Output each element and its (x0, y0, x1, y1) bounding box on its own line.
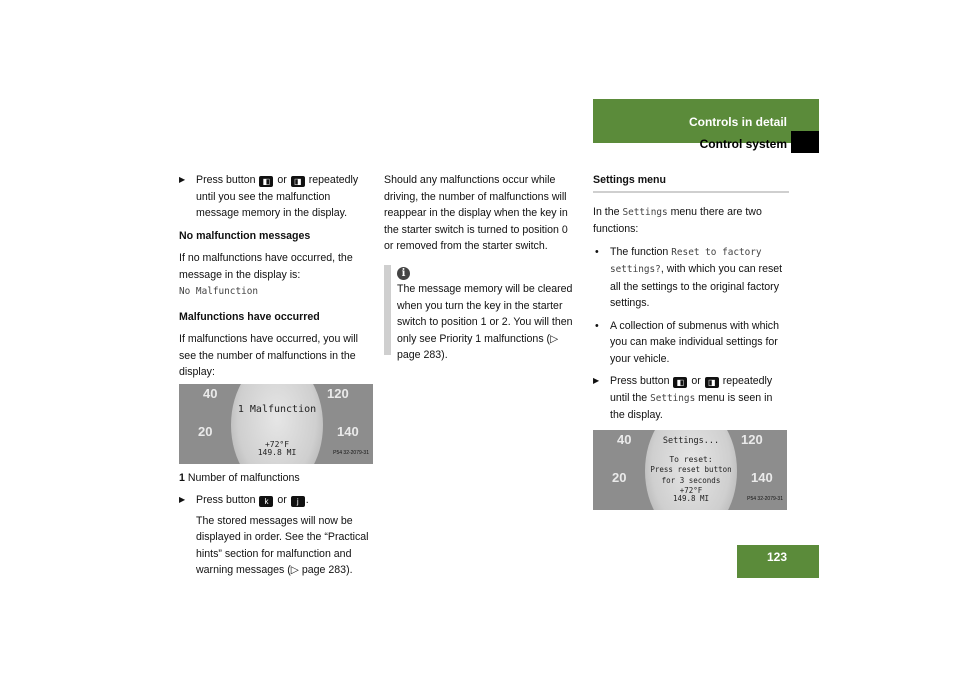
malfunctions-text: If malfunctions have occurred, you will see the number of malfunctions in the display: (179, 333, 358, 378)
next-button-icon: j (291, 496, 305, 507)
instruction-step: ▶ Press button k or j . The stored messages will now be displayed in order. See the “Practical hints” section for malfunction and warning messages (▷ page 283). (179, 492, 375, 579)
column-2 (384, 172, 580, 364)
settings-menu-heading: Settings menu (593, 172, 789, 193)
header-tab-marker (791, 131, 819, 153)
instruction-step: ▶ Press button ◧ or ◨ repeatedly until the Settings menu is seen in the display. (593, 375, 773, 421)
info-text: The message memory will be cleared when you turn the key in the starter switch to position 1 or 2. You will then only see Priority 1 malfunctions (▷ page 283). (397, 283, 573, 361)
previous-button-icon: k (259, 496, 273, 507)
bullet-icon: • (595, 245, 599, 258)
chapter-header (593, 99, 819, 154)
step-detail: The stored messages will now be displayed in order. See the “Practical hints” section for malfunction and warning messages (▷ page 283). (196, 514, 369, 576)
list-item: • A collection of submenus with which you can make individual settings for your vehicle. (595, 319, 779, 365)
settings-display-figure: 40 20 120 140 Settings... To reset: Press reset button for 3 seconds +72°F 149.8 MI P54 32-2079-31 (593, 430, 787, 510)
info-icon: i (397, 267, 410, 280)
display-up-button-icon: ◧ (259, 176, 273, 187)
instrument-display-figure: 40 20 120 140 1 Malfunction +72°F 149.8 MI P54 32-2079-31 (179, 384, 373, 464)
column-1 (179, 172, 375, 585)
no-malfunction-text: If no malfunctions have occurred, the message in the display is: No Malfunction (179, 252, 353, 297)
settings-intro: In the Settings menu there are two functions: (593, 205, 762, 235)
subheading-no-malfunction: No malfunction messages (179, 229, 311, 242)
chapter-title: Controls in detail (688, 115, 787, 129)
display-down-button-icon: ◨ (705, 377, 719, 388)
page-number: 123 (737, 545, 819, 578)
info-note (384, 265, 580, 364)
arrow-icon: ▶ (593, 376, 600, 385)
display-up-button-icon: ◧ (673, 377, 687, 388)
malfunction-reappear-text: Should any malfunctions occur while driving, the number of malfunctions will reappear in the display when the key in the starter switch is turned to position 0 or removed from the starter switch. (384, 174, 568, 252)
figure-caption: 1 Number of malfunctions (179, 471, 300, 484)
info-bar (384, 265, 391, 355)
bullet-icon: • (595, 319, 599, 332)
instruction-step: ▶ Press button ◧ or ◨ repeatedly until you see the malfunction message memory in the display. (179, 174, 359, 219)
column-3 (593, 172, 789, 516)
subheading-malfunctions: Malfunctions have occurred (179, 310, 320, 323)
list-item: • The function Reset to factory settings?, with which you can reset all the settings to the original factory settings. (595, 245, 783, 309)
arrow-icon: ▶ (179, 495, 186, 504)
section-title: Control system (699, 137, 787, 151)
display-text: No Malfunction (179, 286, 259, 297)
arrow-icon: ▶ (179, 175, 186, 184)
display-down-button-icon: ◨ (291, 176, 305, 187)
